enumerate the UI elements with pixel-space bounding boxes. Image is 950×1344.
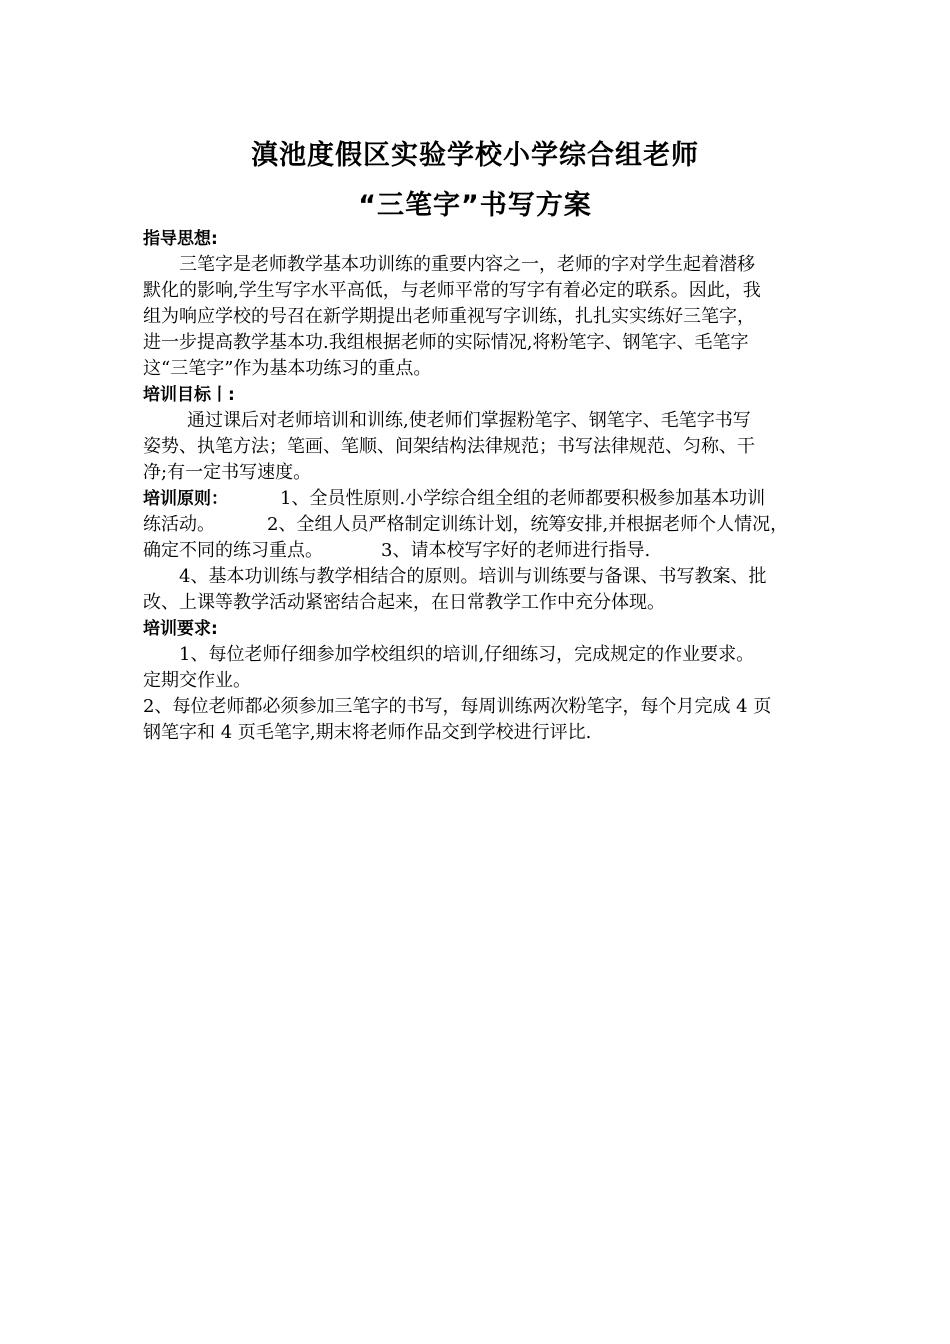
document-title-line-2: “三笔字”书写方案 (358, 190, 592, 221)
guiding-thought-line: 这“三笔字”作为基本功练习的重点。 (143, 358, 432, 379)
training-goal-heading: 培训目标丨: (143, 385, 235, 405)
training-goal-line: 通过课后对老师培训和训练,使老师们掌握粉笔字、钢笔字、毛笔字书写 (187, 410, 751, 431)
guiding-thought-heading: 指导思想: (143, 229, 218, 249)
requirement-line: 定期交作业。 (143, 670, 251, 691)
document-body (143, 226, 823, 746)
training-goal-line: 净;有一定书写速度。 (143, 462, 312, 483)
training-principle-line-2 (143, 512, 823, 538)
principle-item-4-cont: 改、上课等教学活动紧密结合起来，在日常教学工作中充分体现。 (143, 592, 665, 613)
guiding-thought-line: 组为响应学校的号召在新学期提出老师重视写字训练，扎扎实实练好三笔字， (143, 306, 755, 327)
principle-item-3: 3、请本校写字好的老师进行指导. (381, 540, 651, 561)
training-principle-line-1 (143, 486, 823, 512)
principle-item-4: 4、基本功训练与教学相结合的原则。培训与训练要与备课、书写教案、批 (179, 566, 767, 587)
guiding-thought-line: 三笔字是老师教学基本功训练的重要内容之一，老师的字对学生起着潜移 (179, 254, 755, 275)
requirement-line: 1、每位老师仔细参加学校组织的培训,仔细练习，完成规定的作业要求。 (179, 644, 755, 665)
training-principle-line-3 (143, 538, 823, 564)
principle-item-1: 1、全员性原则.小学综合组全组的老师都要积极参加基本功训 (280, 488, 766, 509)
training-requirement-heading: 培训要求: (143, 619, 218, 639)
training-goal-line: 姿势、执笔方法；笔画、笔顺、间架结构法律规范；书写法律规范、匀称、干 (143, 436, 755, 457)
requirement-line: 钢笔字和 4 页毛笔字,期末将老师作品交到学校进行评比. (143, 722, 592, 743)
guiding-thought-line: 默化的影响,学生写字水平高低，与老师平常的写字有着必定的联系。因此，我 (143, 280, 761, 301)
training-principle-heading: 培训原则： (143, 489, 228, 509)
principle-item-1-end: 练活动。 (143, 514, 215, 535)
requirement-line: 2、每位老师都必须参加三笔字的书写，每周训练两次粉笔字，每个月完成 4 页 (143, 696, 772, 717)
principle-item-2: 2、全组人员严格制定训练计划，统筹安排,并根据老师个人情况， (267, 514, 789, 535)
guiding-thought-line: 进一步提高教学基本功.我组根据老师的实际情况,将粉笔字、钢笔字、毛笔字 (143, 332, 749, 353)
document-title-line-1: 滇池度假区实验学校小学综合组老师 (251, 140, 699, 171)
principle-item-2-end: 确定不同的练习重点。 (143, 540, 323, 561)
